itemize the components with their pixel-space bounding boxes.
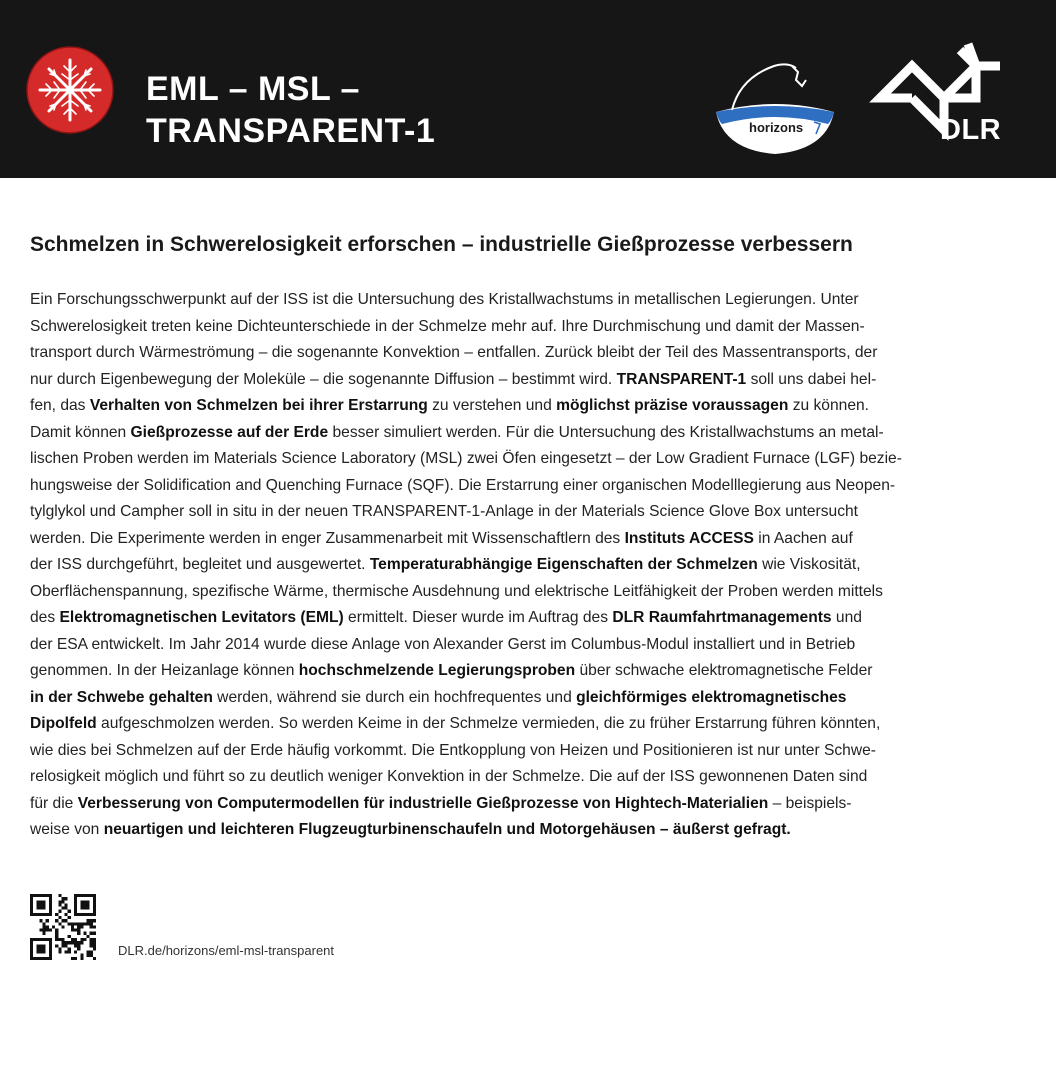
body-line [30, 446, 1030, 473]
body-bold-run: Temperaturabhängige Eigenschaften der Schmelzen [369, 556, 758, 573]
body-run: der ESA entwickelt. Im Jahr 2014 wurde diese Anlage von Alexander Gerst im Columbus-Modul installiert und in Betrieb [30, 635, 856, 653]
body-bold-run: gleichförmiges elektromagnetisches [576, 688, 847, 706]
body-line [30, 738, 1030, 765]
body-line [30, 420, 1030, 447]
body-line [30, 579, 1030, 606]
snowflake-patch-icon [26, 46, 114, 134]
body-run: und [831, 609, 862, 626]
body-run: besser simuliert werden. Für die Untersuchung des Kristallwachstums an metal- [328, 423, 884, 441]
body-line [30, 499, 1030, 526]
body-line [30, 817, 1030, 844]
body-run: zu können. [788, 397, 870, 414]
body-bold-run: Verhalten von Schmelzen bei ihrer Erstarrung [89, 397, 428, 414]
body-line [30, 340, 1030, 367]
body-run: wie Viskosität, [757, 556, 861, 573]
body-line [30, 605, 1030, 632]
article-body [30, 287, 1030, 844]
mission-title-line1: EML – MSL – [146, 70, 360, 108]
body-bold-run: in der Schwebe gehalten [30, 688, 213, 706]
body-bold-run: möglichst präzise voraussagen [556, 397, 789, 414]
dlr-label: DLR [940, 114, 1002, 146]
body-line [30, 314, 1030, 341]
qr-code-icon[interactable] [30, 894, 96, 960]
body-line [30, 632, 1030, 659]
body-run: tylglykol und Campher soll in situ in der neuen TRANSPARENT-1-Anlage in der Materials Science Glove Box untersucht [30, 503, 859, 520]
body-run: wie dies bei Schmelzen auf der Erde häufig vorkommt. Die Entkopplung von Heizen und Positionieren ist nur unter Schwe- [30, 741, 876, 759]
body-run: hungsweise der Solidification and Quenching Furnace (SQF). Die Erstarrung einer organischen Modelllegierung aus Neopen- [30, 476, 896, 494]
mission-title [146, 68, 435, 152]
body-line [30, 473, 1030, 500]
body-run: Oberflächenspannung, spezifische Wärme, thermische Ausdehnung und elektrische Leitfähigkeit der Proben werden mittels [30, 582, 883, 600]
horizons-label: horizons [749, 120, 804, 135]
body-bold-run: neuartigen und leichteren Flugzeugturbinenschaufeln und Motorgehäusen – äußerst gefragt. [103, 821, 791, 838]
body-run: der ISS durchgeführt, begleitet und ausgewertet. [30, 556, 370, 573]
body-run: zu verstehen und [427, 397, 557, 414]
body-line [30, 526, 1030, 553]
body-run: Schwerelosigkeit treten keine Dichteunterschiede in der Schmelze mehr auf. Ihre Durchmischung und damit der Massen- [30, 317, 865, 335]
body-bold-run: TRANSPARENT-1 [616, 370, 747, 388]
body-run: in Aachen auf [753, 529, 853, 547]
body-line [30, 287, 1030, 314]
article-headline: Schmelzen in Schwerelosigkeit erforschen – industrielle Gießprozesse verbessern [30, 233, 853, 256]
body-run: weise von [30, 821, 104, 838]
body-line [30, 658, 1030, 685]
body-bold-run: Gießprozesse auf der Erde [130, 423, 329, 441]
body-bold-run: Verbesserung von Computermodellen für industrielle Gießprozesse von Hightech-Materialien [77, 794, 769, 812]
body-run: fen, das [30, 397, 90, 414]
body-run: des [30, 609, 60, 626]
horizons-logo-icon [710, 50, 840, 160]
body-run: lischen Proben werden im Materials Science Laboratory (MSL) zwei Öfen eingesetzt – der Low Gradient Furnace (LGF) bezie- [30, 450, 902, 467]
body-run: werden. Die Experimente werden in enger Zusammenarbeit mit Wissenschaftlern des [30, 529, 625, 547]
body-run: Damit können [30, 423, 131, 441]
body-bold-run: Dipolfeld [30, 715, 97, 732]
horizons-url-link[interactable]: DLR.de/horizons/eml-msl-transparent [118, 943, 335, 958]
body-line [30, 791, 1030, 818]
body-bold-run: DLR Raumfahrtmanagements [612, 609, 832, 626]
body-run: – beispiels- [768, 794, 852, 812]
body-bold-run: Elektromagnetischen Levitators (EML) [59, 609, 344, 626]
body-run: nur durch Eigenbewegung der Moleküle – die sogenannte Diffusion – bestimmt wird. [30, 370, 617, 388]
body-bold-run: hochschmelzende Legierungsproben [298, 662, 576, 679]
body-run: Ein Forschungsschwerpunkt auf der ISS ist die Untersuchung des Kristallwachstums in metallischen Legierungen. Unter [30, 291, 859, 308]
body-line [30, 393, 1030, 420]
body-line [30, 367, 1030, 394]
body-line [30, 552, 1030, 579]
body-line [30, 764, 1030, 791]
body-run: genommen. In der Heizanlage können [30, 662, 299, 679]
body-run: transport durch Wärmeströmung – die sogenannte Konvektion – entfallen. Zurück bleibt der Teil des Massentransports, der [30, 344, 878, 361]
body-run: für die [30, 794, 78, 812]
header-band [0, 0, 1056, 178]
body-bold-run: Instituts ACCESS [624, 529, 754, 547]
body-line [30, 711, 1030, 738]
body-run: soll uns dabei hel- [746, 370, 877, 388]
body-run: aufgeschmolzen werden. So werden Keime in der Schmelze vermieden, die zu früher Erstarrung führen könnten, [96, 715, 881, 732]
body-run: ermittelt. Dieser wurde im Auftrag des [343, 609, 613, 626]
body-run: relosigkeit möglich und führt so zu deutlich weniger Konvektion in der Schmelze. Die auf der ISS gewonnenen Daten sind [30, 768, 868, 785]
body-run: werden, während sie durch ein hochfrequentes und [212, 688, 577, 706]
mission-title-line2: TRANSPARENT-1 [146, 112, 436, 150]
body-run: über schwache elektromagnetische Felder [575, 662, 873, 679]
body-line [30, 685, 1030, 712]
